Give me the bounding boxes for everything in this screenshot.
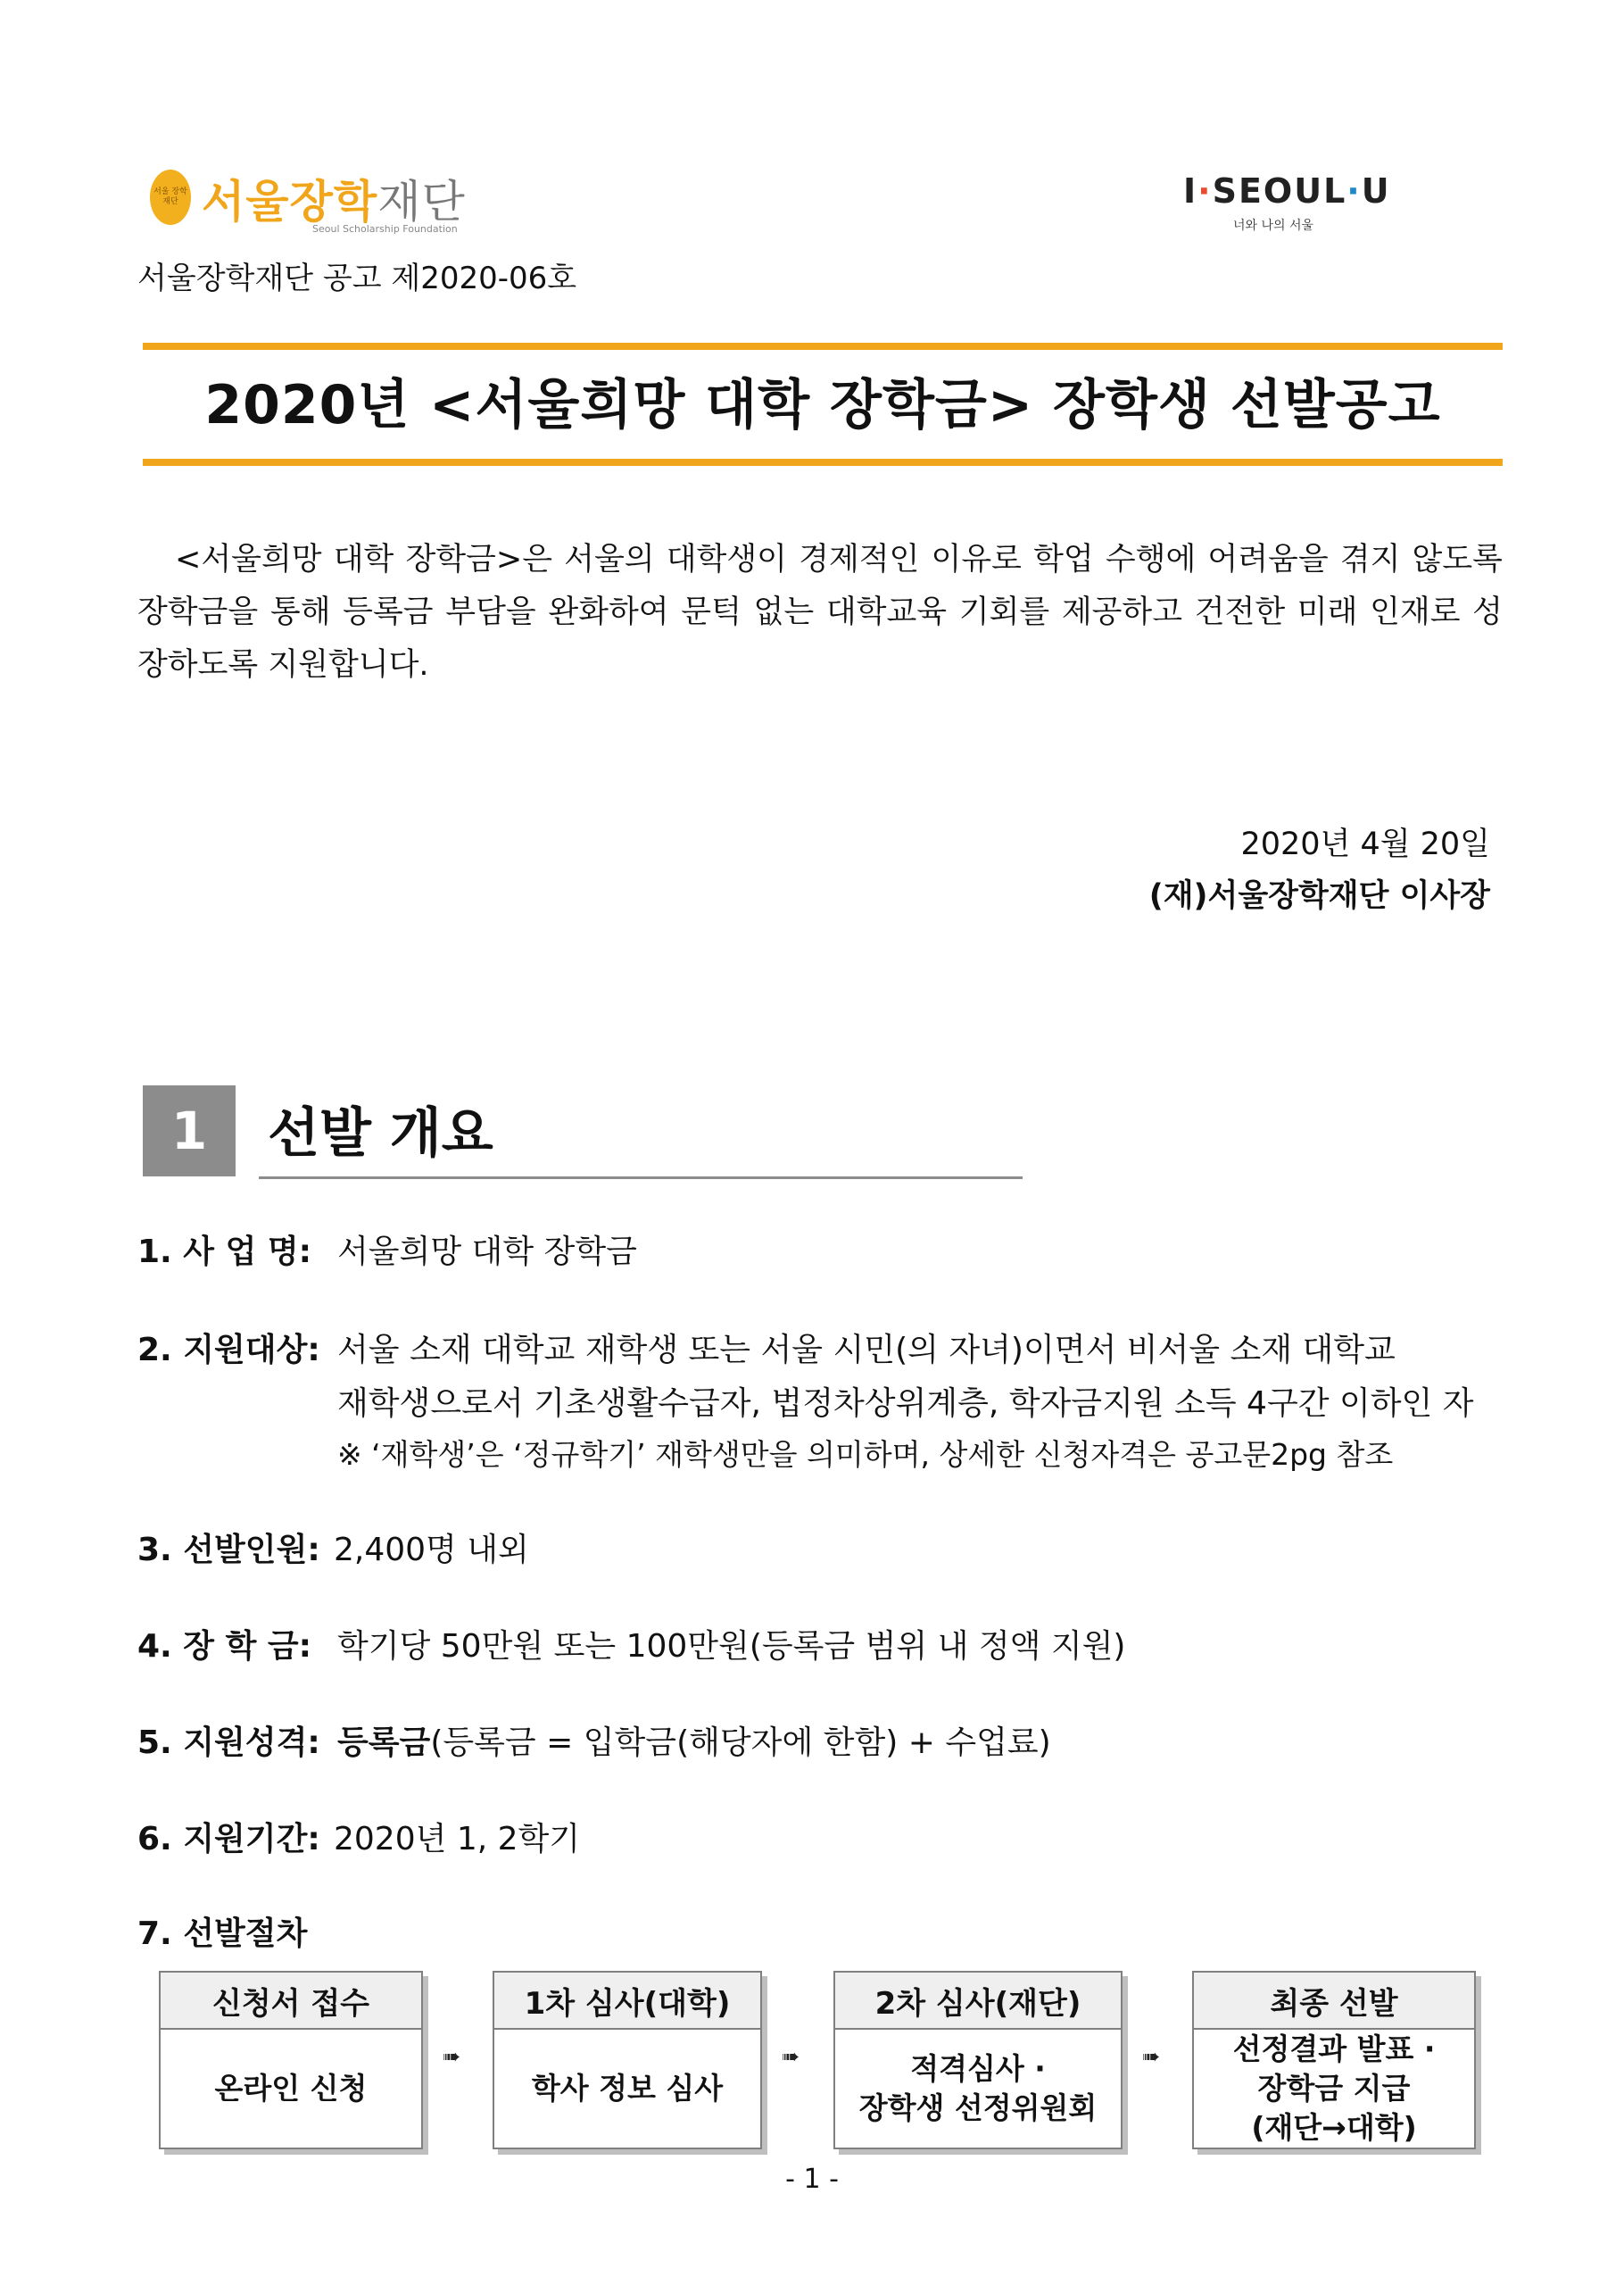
item-value-selection-count: 2,400명 내외 bbox=[334, 1532, 529, 1568]
item-label-support-type: 5. 지원성격: bbox=[137, 1724, 320, 1761]
i-seoul-u-wordmark bbox=[1183, 171, 1391, 211]
item-label-support-period: 6. 지원기간: bbox=[137, 1821, 320, 1857]
intro-paragraph: <서울희망 대학 장학금>은 서울의 대학생이 경제적인 이유로 학업 수행에 어려움을 겪지 않도록 장학금을 통해 등록금 부담을 완화하여 문턱 없는 대학교육 기회를 제공하고 건전한 미래 인재로 성장하도록 지원합니다. bbox=[137, 542, 1503, 683]
item-value-support-period: 2020년 1, 2학기 bbox=[334, 1821, 581, 1857]
process-step-2 bbox=[493, 1971, 762, 2149]
process-step-body-line: 학사 정보 심사 bbox=[531, 2071, 724, 2106]
item-value-support-type bbox=[337, 1717, 1051, 1763]
process-step-head: 신청서 접수 bbox=[161, 1973, 421, 2030]
item-label-eligibility: 2. 지원대상: bbox=[137, 1332, 320, 1368]
process-step-body bbox=[835, 2030, 1121, 2148]
logo-dot-blue: · bbox=[1346, 171, 1362, 211]
item-label-selection-count: 3. 선발인원: bbox=[137, 1532, 320, 1568]
item-value-scholarship: 학기당 50만원 또는 100만원(등록금 범위 내 정액 지원) bbox=[337, 1628, 1126, 1665]
foundation-logo bbox=[150, 164, 471, 245]
section-number-box: 1 bbox=[143, 1085, 236, 1176]
page-number: - 1 - bbox=[785, 2164, 839, 2195]
process-step-body bbox=[161, 2030, 421, 2148]
page-title: 2020년 <서울희망 대학 장학금> 장학생 선발공고 bbox=[204, 374, 1441, 436]
notice-number: 서울장학재단 공고 제2020-06호 bbox=[137, 261, 577, 296]
logo-name-gold: 서울장학 bbox=[202, 176, 378, 228]
process-step-head: 1차 심사(대학) bbox=[494, 1973, 760, 2030]
process-step-3 bbox=[833, 1971, 1123, 2149]
signer: (재)서울장학재단 이사장 bbox=[1148, 878, 1490, 914]
item-value-eligibility-line2: 재학생으로서 기초생활수급자, 법정차상위계층, 학자금지원 소득 4구간 이하인 자 bbox=[337, 1385, 1474, 1422]
process-step-head: 최종 선발 bbox=[1194, 1973, 1474, 2030]
process-step-head: 2차 심사(재단) bbox=[835, 1973, 1121, 2030]
title-bottom-rule bbox=[143, 459, 1503, 466]
logo-i: I bbox=[1183, 171, 1198, 211]
title-top-rule bbox=[143, 343, 1503, 350]
foundation-emblem-icon bbox=[150, 170, 191, 225]
item-label-business-name: 1. 사 업 명: bbox=[137, 1234, 312, 1270]
process-step-body-line: 적격심사 · bbox=[910, 2051, 1046, 2086]
eligibility-note: ※ ‘재학생’은 ‘정규학기’ 재학생만을 의미하며, 상세한 신청자격은 공고문2pg 참조 bbox=[337, 1437, 1394, 1472]
foundation-logo-english: Seoul Scholarship Foundation bbox=[312, 223, 458, 235]
section-underline bbox=[259, 1176, 1023, 1179]
process-step-body bbox=[1194, 2030, 1474, 2148]
item-label-selection-procedure: 7. 선발절차 bbox=[137, 1915, 308, 1952]
process-step-4 bbox=[1192, 1971, 1476, 2149]
process-step-body-line: 온라인 신청 bbox=[214, 2071, 368, 2106]
logo-seoul: SEOUL bbox=[1212, 171, 1347, 211]
foundation-logo-name bbox=[202, 166, 466, 230]
logo-u: U bbox=[1361, 171, 1391, 211]
notice-date: 2020년 4월 20일 bbox=[1240, 827, 1490, 862]
item-value-eligibility-line1: 서울 소재 대학교 재학생 또는 서울 시민(의 자녀)이면서 비서울 소재 대학교 bbox=[337, 1332, 1396, 1368]
process-step-body bbox=[494, 2030, 760, 2148]
process-arrow-icon: ➠ bbox=[1142, 2044, 1161, 2069]
process-step-body-line: 선정결과 발표 · bbox=[1232, 2032, 1436, 2066]
support-type-bold: 등록금 bbox=[337, 1724, 431, 1761]
section-title: 선발 개요 bbox=[268, 1102, 493, 1165]
item-label-scholarship: 4. 장 학 금: bbox=[137, 1628, 312, 1665]
process-step-body-line: 장학금 지급 bbox=[1257, 2071, 1411, 2106]
process-step-body-line: (재단→대학) bbox=[1251, 2110, 1417, 2145]
process-arrow-icon: ➠ bbox=[443, 2044, 461, 2069]
i-seoul-u-tagline: 너와 나의 서울 bbox=[1233, 219, 1314, 233]
process-step-body-line: 장학생 선정위원회 bbox=[858, 2090, 1098, 2125]
process-step-1 bbox=[159, 1971, 423, 2149]
logo-dot-red: · bbox=[1197, 171, 1213, 211]
process-arrow-icon: ➠ bbox=[782, 2044, 800, 2069]
emblem-text: 서울 장학 재단 bbox=[153, 187, 187, 206]
support-type-detail: (등록금 = 입학금(해당자에 한함) + 수업료) bbox=[430, 1724, 1051, 1761]
logo-name-gray: 재단 bbox=[377, 176, 466, 228]
item-value-business-name: 서울희망 대학 장학금 bbox=[337, 1234, 637, 1270]
i-seoul-u-logo bbox=[1174, 171, 1406, 243]
